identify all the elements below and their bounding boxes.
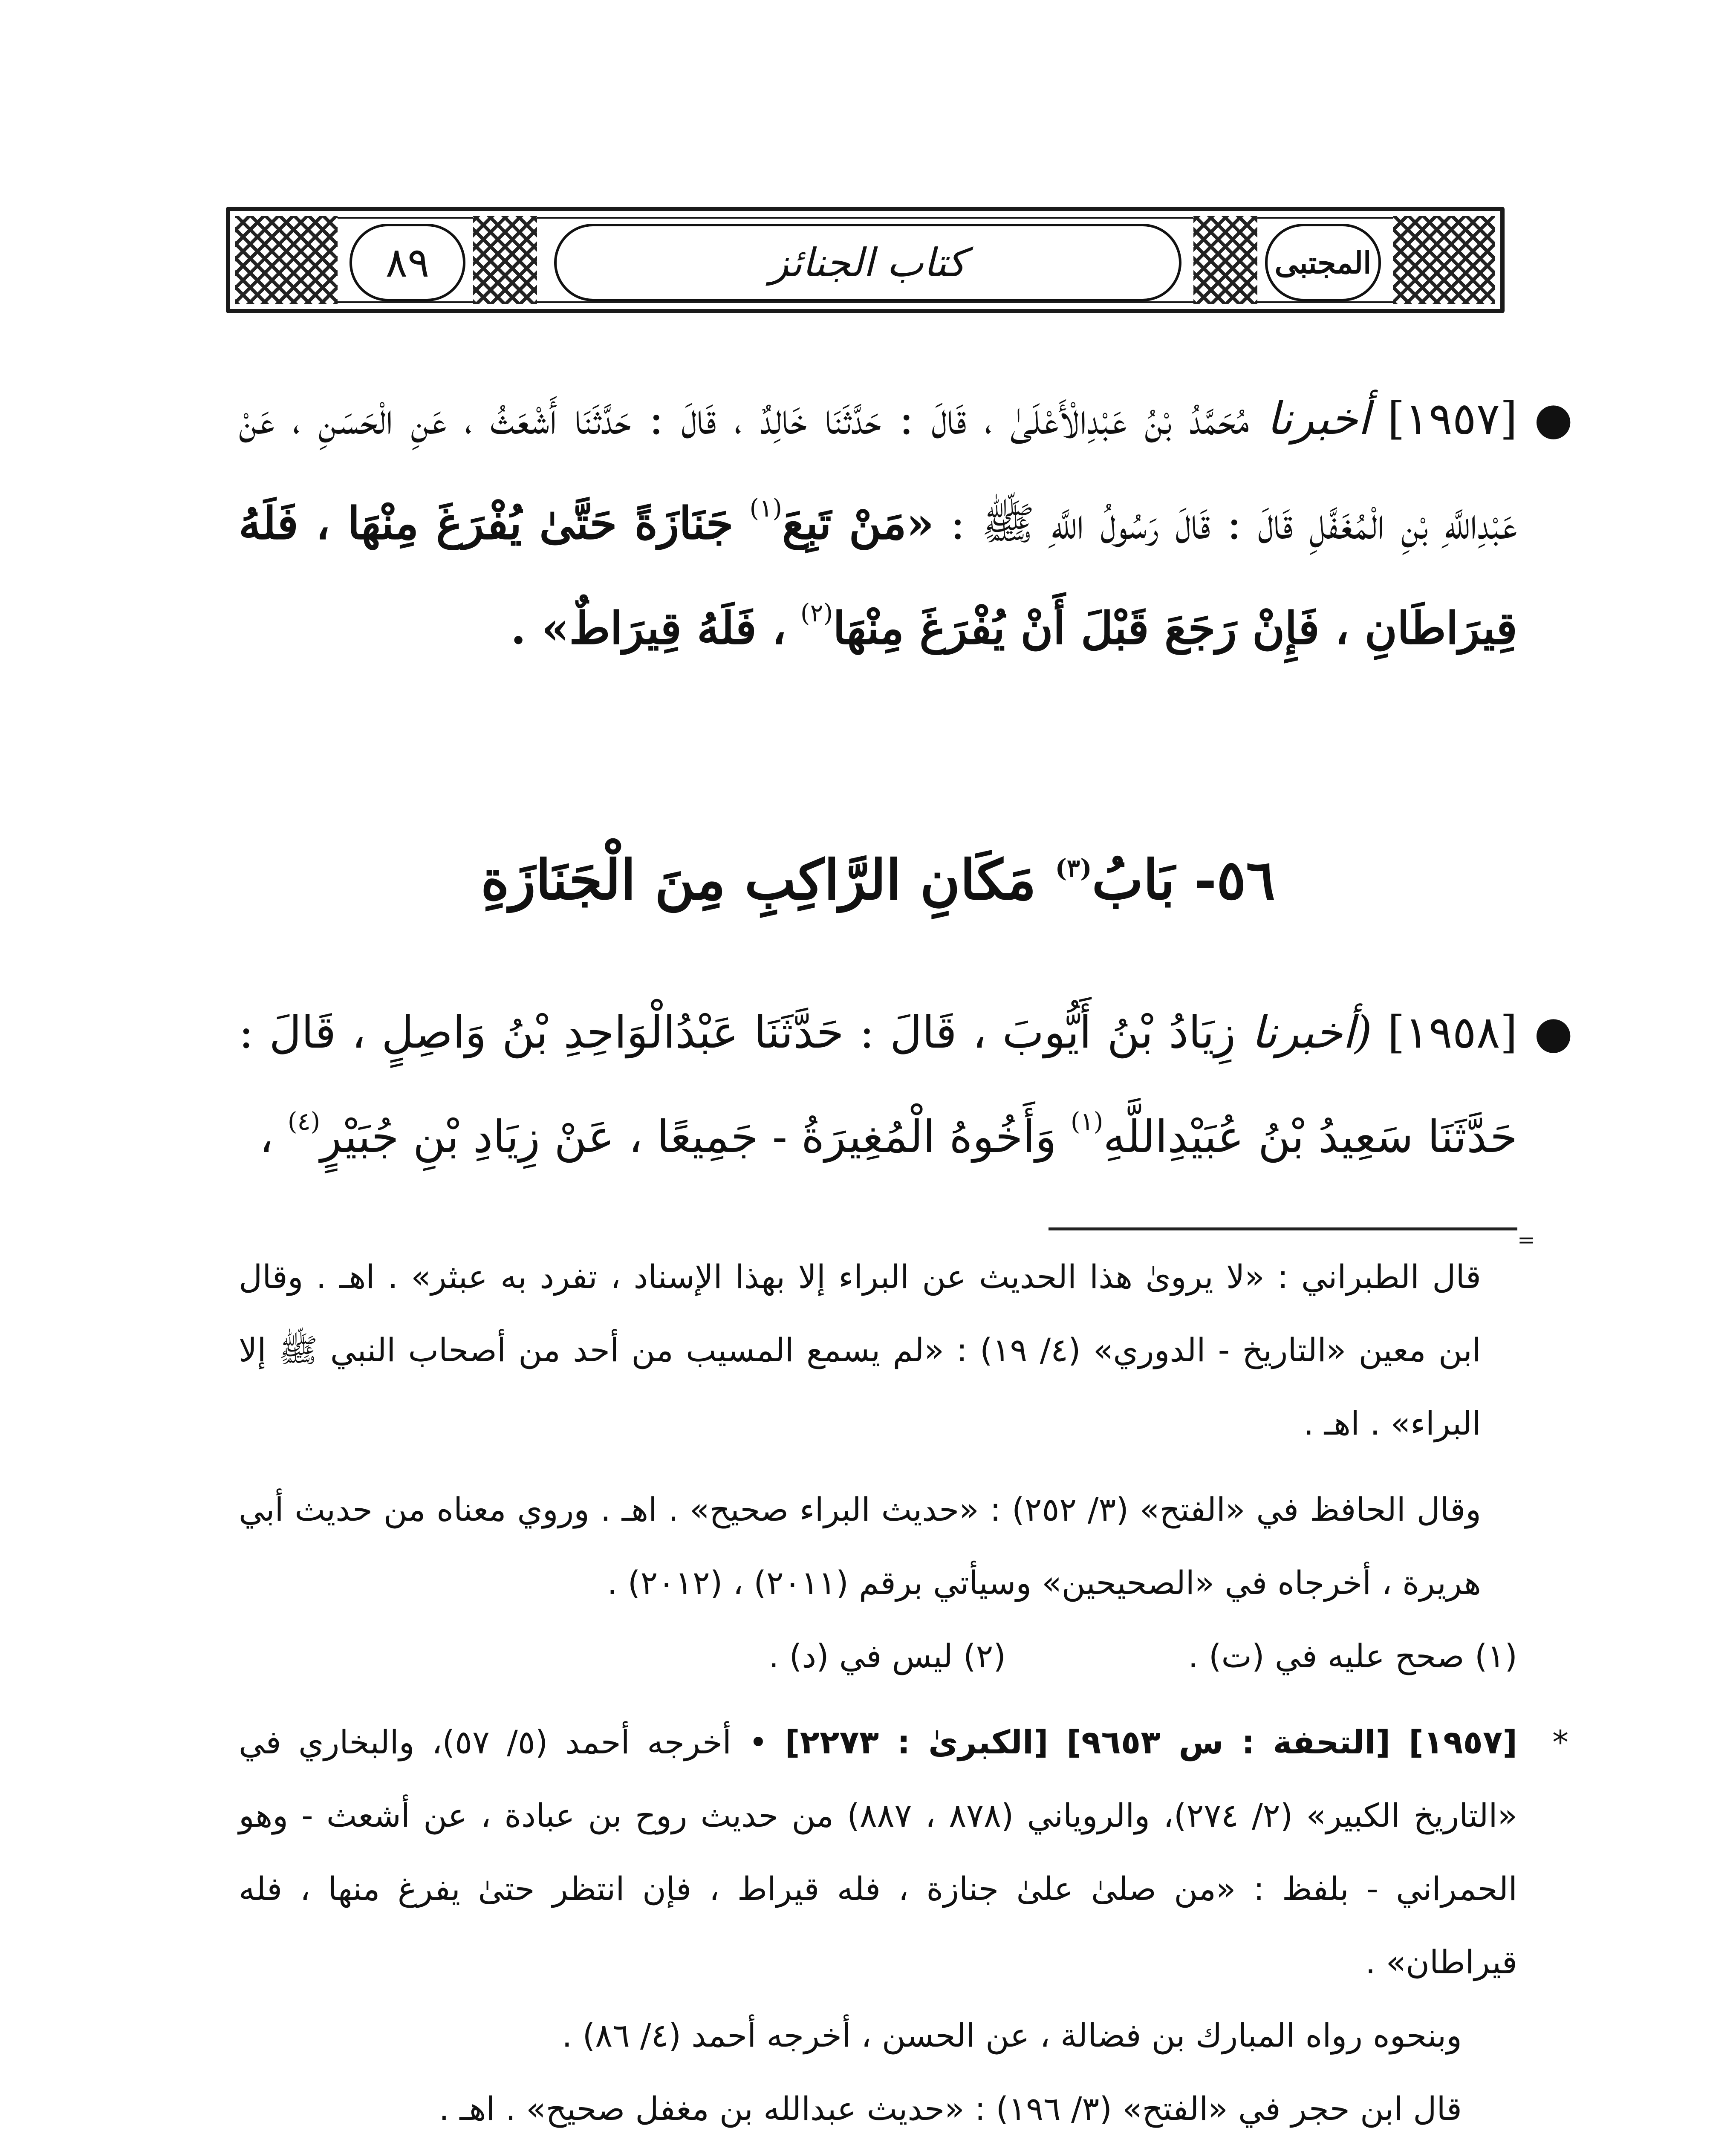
footnote-ref-1: (١) [749, 493, 782, 523]
isnad-line-2: عَنِ الْحَسَنِ ، عَنْ عَبْدِاللَّهِ بْنِ الْمُغَفَّلِ قَالَ : قَالَ رَسُولُ اللَّهِ ﷺ : [239, 393, 1518, 549]
hadith-1957 [239, 367, 1573, 681]
footnote-continued-2: وقال الحافظ في «الفتح» (٣/ ٢٥٢) : «حديث البراء صحيح» . اهـ . وروي معناه من حديث أبي هريرة ، أخرجاه في «الصحيحين» وسيأتي برقم (٢٠١١) ، (٢٠١٢) . [239, 1490, 1482, 1602]
continuation-mark: = [1517, 1227, 1535, 1252]
footnote-1: (١) صحح عليه في (ت) . [1188, 1637, 1517, 1675]
bullet-icon: ● [1534, 1006, 1573, 1058]
matn-start: «مَنْ تَبِعَ [782, 497, 934, 549]
matn-body: جَنَازَةً حَتَّىٰ يُفْرَغَ مِنْهَا ، فَلَهُ قِيرَاطَانِ ، فَإِنْ رَجَعَ قَبْلَ أَنْ يُفْرَغَ مِنْهَا [239, 497, 1517, 654]
footnote-ref-1: (١) [1070, 1106, 1103, 1136]
hadith-number: [١٩٥٧] [1387, 393, 1517, 445]
hadith-lead: أخبرنا [1266, 393, 1370, 445]
hadith-1958 [239, 980, 1573, 1189]
takhrij-head: [١٩٥٧] [التحفة : س ٩٦٥٣] [الكبرىٰ : ٢٢٧٣] [785, 1723, 1518, 1761]
hadith-1957-text [239, 367, 1573, 681]
footnote-separator [1049, 1227, 1517, 1230]
ornament-right-inner [1193, 216, 1257, 304]
footnote-ref-3: (٣) [1055, 853, 1092, 883]
book-badge: المجتبى [1265, 224, 1381, 301]
hadith-number: [١٩٥٨] [1387, 1006, 1518, 1058]
footnote-ref-4: (٤) [287, 1106, 321, 1136]
footnote-2: (٢) ليس في (د) . [768, 1637, 1006, 1675]
chapter-running-title: كتاب الجنائز [554, 224, 1181, 301]
isnad-line-1: زِيَادُ بْنُ أَيُّوبَ ، قَالَ : حَدَّثَنَا عَبْدُالْوَاحِدِ بْنُ وَاصِلٍ ، قَالَ : [239, 1006, 1236, 1058]
hadith-lead: (أخبرنا [1251, 1006, 1372, 1058]
page-number: ٨٩ [350, 224, 465, 301]
isnad-line-2a: حَدَّثَنَا سَعِيدُ بْنُ عُبَيْدِاللَّهِ [1103, 1111, 1517, 1163]
chapter-number: ٥٦- [1194, 848, 1275, 912]
takhrij-line-2: وبنحوه رواه المبارك بن فضالة ، عن الحسن ، أخرجه أحمد (٤/ ٨٦) . [562, 2016, 1462, 2054]
takhrij-body: • أخرجه أحمد (٥/ ٥٧)، والبخاري في «التاريخ الكبير» (٢/ ٢٧٤)، والروياني (٨٧٨ ، ٨٨٧) من حديث روح بن عبادة ، عن أشعث - وهو الحمراني - بلفظ : «من صلىٰ علىٰ جنازة ، فله قيراط ، فإن انتظر حتىٰ يفرغ منها ، فله قيراطان» . [239, 1723, 1518, 1981]
ornament-left-outer [235, 216, 338, 304]
footnote-continued: قال الطبراني : «لا يروىٰ هذا الحديث عن البراء إلا بهذا الإسناد ، تفرد به عبثر» . اهـ . وقال ابن معين «التاريخ - الدوري» (٤/ ١٩) : «لم يسمع المسيب من أحد من أصحاب النبي ﷺ إلا البراء» . اهـ . [239, 1258, 1482, 1442]
chapter-title: مَكَانِ الرَّاكِبِ مِنَ الْجَنَازَةِ [481, 848, 1037, 912]
bullet-icon: ● [1534, 393, 1573, 445]
takhrij-1957 [239, 1706, 1568, 1999]
footnote-row-1-2 [239, 1620, 1517, 1693]
chapter-bab: بَابُ [1092, 848, 1175, 912]
footnotes [239, 1240, 1568, 2131]
page-header [226, 207, 1505, 313]
isnad-line-1: مُحَمَّدُ بْنُ عَبْدِالْأَعْلَىٰ ، قَالَ : حَدَّثَنَا خَالِدٌ ، قَالَ : حَدَّثَنَا أَشْعَثُ ، [464, 393, 1249, 445]
takhrij-line-3: قال ابن حجر في «الفتح» (٣/ ١٩٦) : «حديث عبدالله بن مغفل صحيح» . اهـ . [439, 2090, 1462, 2128]
isnad-line-2b: وَأَخُوهُ الْمُغِيرَةُ - جَمِيعًا ، عَنْ زِيَادِ بْنِ جُبَيْرٍ [320, 1111, 1057, 1163]
footnote-ref-2: (٢) [800, 598, 833, 627]
ornament-right-outer [1393, 216, 1495, 304]
hadith-1958-text [239, 980, 1573, 1189]
ornament-left-inner [473, 216, 537, 304]
matn-end: ، فَلَهُ قِيرَاطٌ» . [510, 602, 786, 654]
chapter-heading [239, 848, 1517, 912]
isnad-line-2c: ، [259, 1111, 274, 1163]
asterisk-icon: * [1552, 1723, 1568, 1761]
